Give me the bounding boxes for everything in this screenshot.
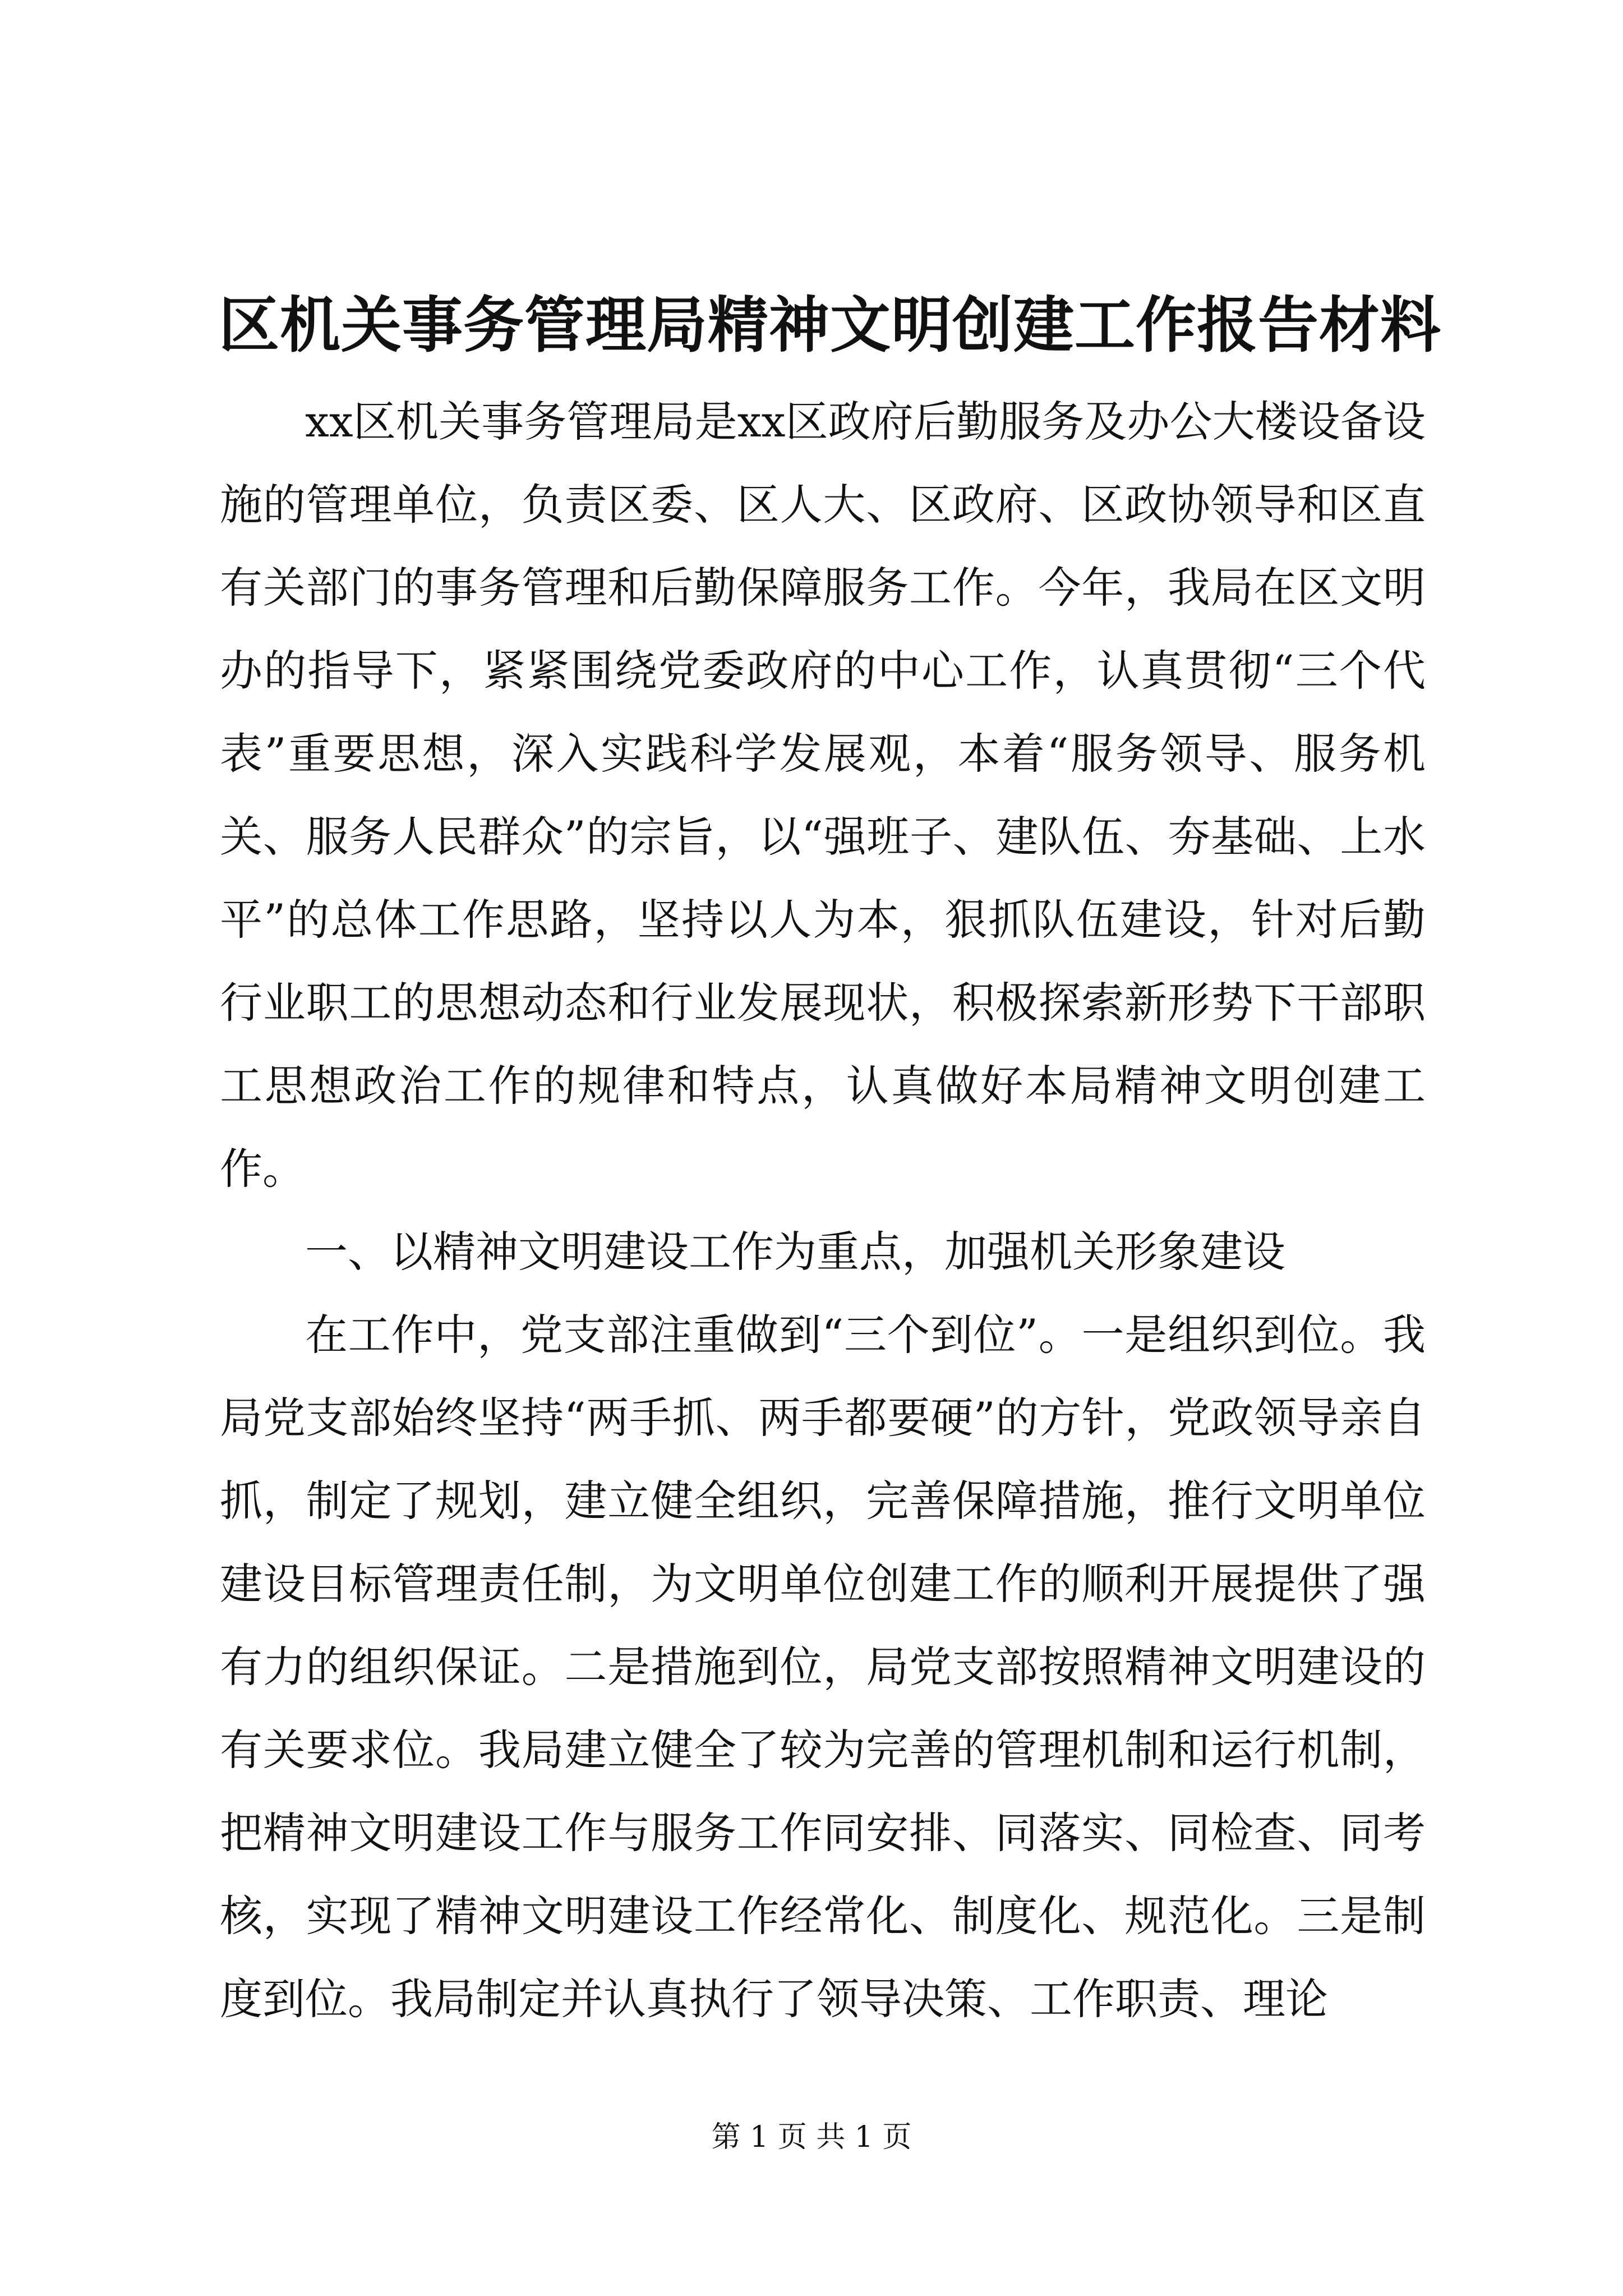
intro-paragraph: xx区机关事务管理局是xx区政府后勤服务及办公大楼设备设施的管理单位，负责区委、区人大、区政府、区政协领导和区直有关部门的事务管理和后勤保障服务工作。今年，我局在区文明办的指导下，紧紧围绕党委政府的中心工作，认真贯彻“三个代表”重要思想，深入实践科学发展观，本着“服务领导、服务机关、服务人民群众”的宗旨，以“强班子、建队伍、夯基础、上水平”的总体工作思路，坚持以人为本，狠抓队伍建设，针对后勤行业职工的思想动态和行业发展现状，积极探索新形势下干部职工思想政治工作的规律和特点，认真做好本局精神文明创建工作。 (220, 397, 1426, 1194)
section-heading: 一、以精神文明建设工作为重点，加强机关形象建设 (305, 1227, 1285, 1277)
page-footer: 第 1 页 共 1 页 (711, 2120, 912, 2154)
document-body (220, 380, 1426, 2041)
section-paragraph: 在工作中，党支部注重做到“三个到位”。一是组织到位。我局党支部始终坚持“两手抓、两手都要硬”的方针，党政领导亲自抓，制定了规划，建立健全组织，完善保障措施，推行文明单位建设目标管理责任制，为文明单位创建工作的顺利开展提供了强有力的组织保证。二是措施到位，局党支部按照精神文明建设的有关要求位。我局建立健全了较为完善的管理机制和运行机制，把精神文明建设工作与服务工作同安排、同落实、同检查、同考核，实现了精神文明建设工作经常化、制度化、规范化。三是制度到位。我局制定并认真执行了领导决策、工作职责、理论 (220, 1310, 1426, 2024)
document-title: 区机关事务管理局精神文明创建工作报告材料 (219, 290, 1442, 361)
